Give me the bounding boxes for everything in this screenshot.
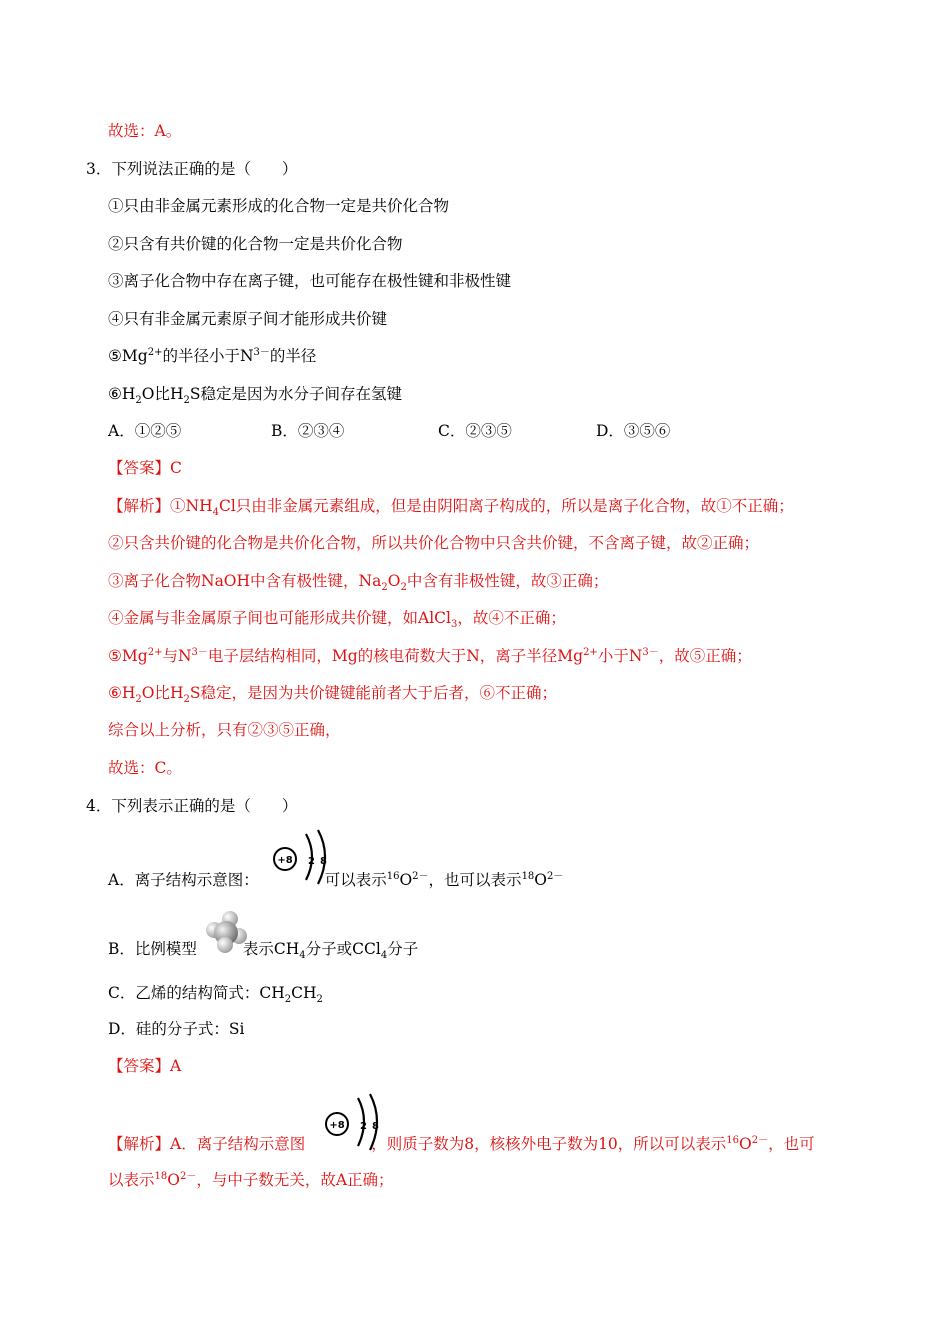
diagram-2-shell-1-label: 2 [360,1121,367,1132]
q3-item-1: ①只由非金属元素形成的化合物一定是共价化合物 [108,197,450,215]
q3-explanation-4: ④金属与非金属原子间也可能形成共价键，如AlCl$_3$，故④不正确； [108,609,566,631]
q3-explanation-2: ②只含共价键的化合物是共价化合物，所以共价化合物中只含共价键，不含离子键，故②正确； [108,534,760,552]
q4-option-d: D．硅的分子式：Si [108,1020,245,1038]
q3-summary: 综合以上分析，只有②③⑤正确， [108,721,341,739]
q3-option-d: D．③⑤⑥ [596,422,671,440]
q3-item-5: $⑤Mg^{2+}$的半径小于$N^{3-}$的半径 [108,346,317,365]
diagram-nucleus-label: +8 [277,855,293,866]
q3-item-3: ③离子化合物中存在离子键，也可能存在极性键和非极性键 [108,272,512,290]
q4-explanation-2: 以表示$^{18}O^{2-}$，与中子数无关，故A正确； [108,1170,394,1189]
q3-item-4: ④只有非金属元素原子间才能形成共价键 [108,310,388,328]
q3-item-6: $⑥H_2O$比$H_2S$稳定是因为水分子间存在氢键 [108,385,403,407]
q4-answer: 【答案】A [108,1057,182,1075]
q3-explanation-1: 【解析】$①NH_4Cl$只由非金属元素组成，但是由阴阳离子构成的，所以是离子化合物，故①不正确； [108,497,794,519]
q3-option-c: C．②③⑤ [438,422,512,440]
diagram-shell-2-label: 8 [320,856,327,867]
q4-stem: 4．下列表示正确的是（ ） [86,797,298,815]
q3-option-b: B．②③④ [271,422,345,440]
q3-explanation-3: ③离子化合物NaOH中含有极性键，$Na_2O_2$中含有非极性键，故③正确； [108,572,609,594]
q4-option-c: C．乙烯的结构简式：$CH_2CH_2$ [108,984,323,1006]
q3-answer: 【答案】C [108,459,182,477]
q4-option-b: B．比例模型 表示$CH_4$分子或CCl$_4$分子 [108,940,419,962]
q2-conclusion: 故选：A。 [108,122,182,140]
q3-conclusion: 故选：C。 [108,759,182,777]
q4-explanation-1: 【解析】A．离子结构示意图 ，则质子数为8，核核外电子数为10，所以可以表示$^{16}O^{2-}$，也可 [108,1134,815,1153]
q3-option-a: A．①②⑤ [108,422,182,440]
q3-explanation-5: $⑤Mg^{2+}$与$N^{3-}$电子层结构相同，Mg的核电荷数大于N，离子半径$Mg^{2+}$小于$N^{3-}$，故⑤正确； [108,646,752,665]
q3-options [108,420,670,442]
q3-item-2: ②只含有共价键的化合物一定是共价化合物 [108,235,403,253]
q3-explanation-6: $⑥H_2O$比$H_2S$稳定，是因为共价键键能前者大于后者，⑥不正确； [108,684,558,706]
q4-option-a: A．离子结构示意图： 可以表示$^{16}O^{2-}$，也可以表示$^{18}O^{2-}$ [108,870,564,889]
diagram-shell-1-label: 2 [308,856,315,867]
q3-stem: 3．下列说法正确的是（ ） [86,160,298,178]
diagram-2-shell-2-label: 8 [372,1121,379,1132]
diagram-2-nucleus-label: +8 [329,1120,345,1131]
